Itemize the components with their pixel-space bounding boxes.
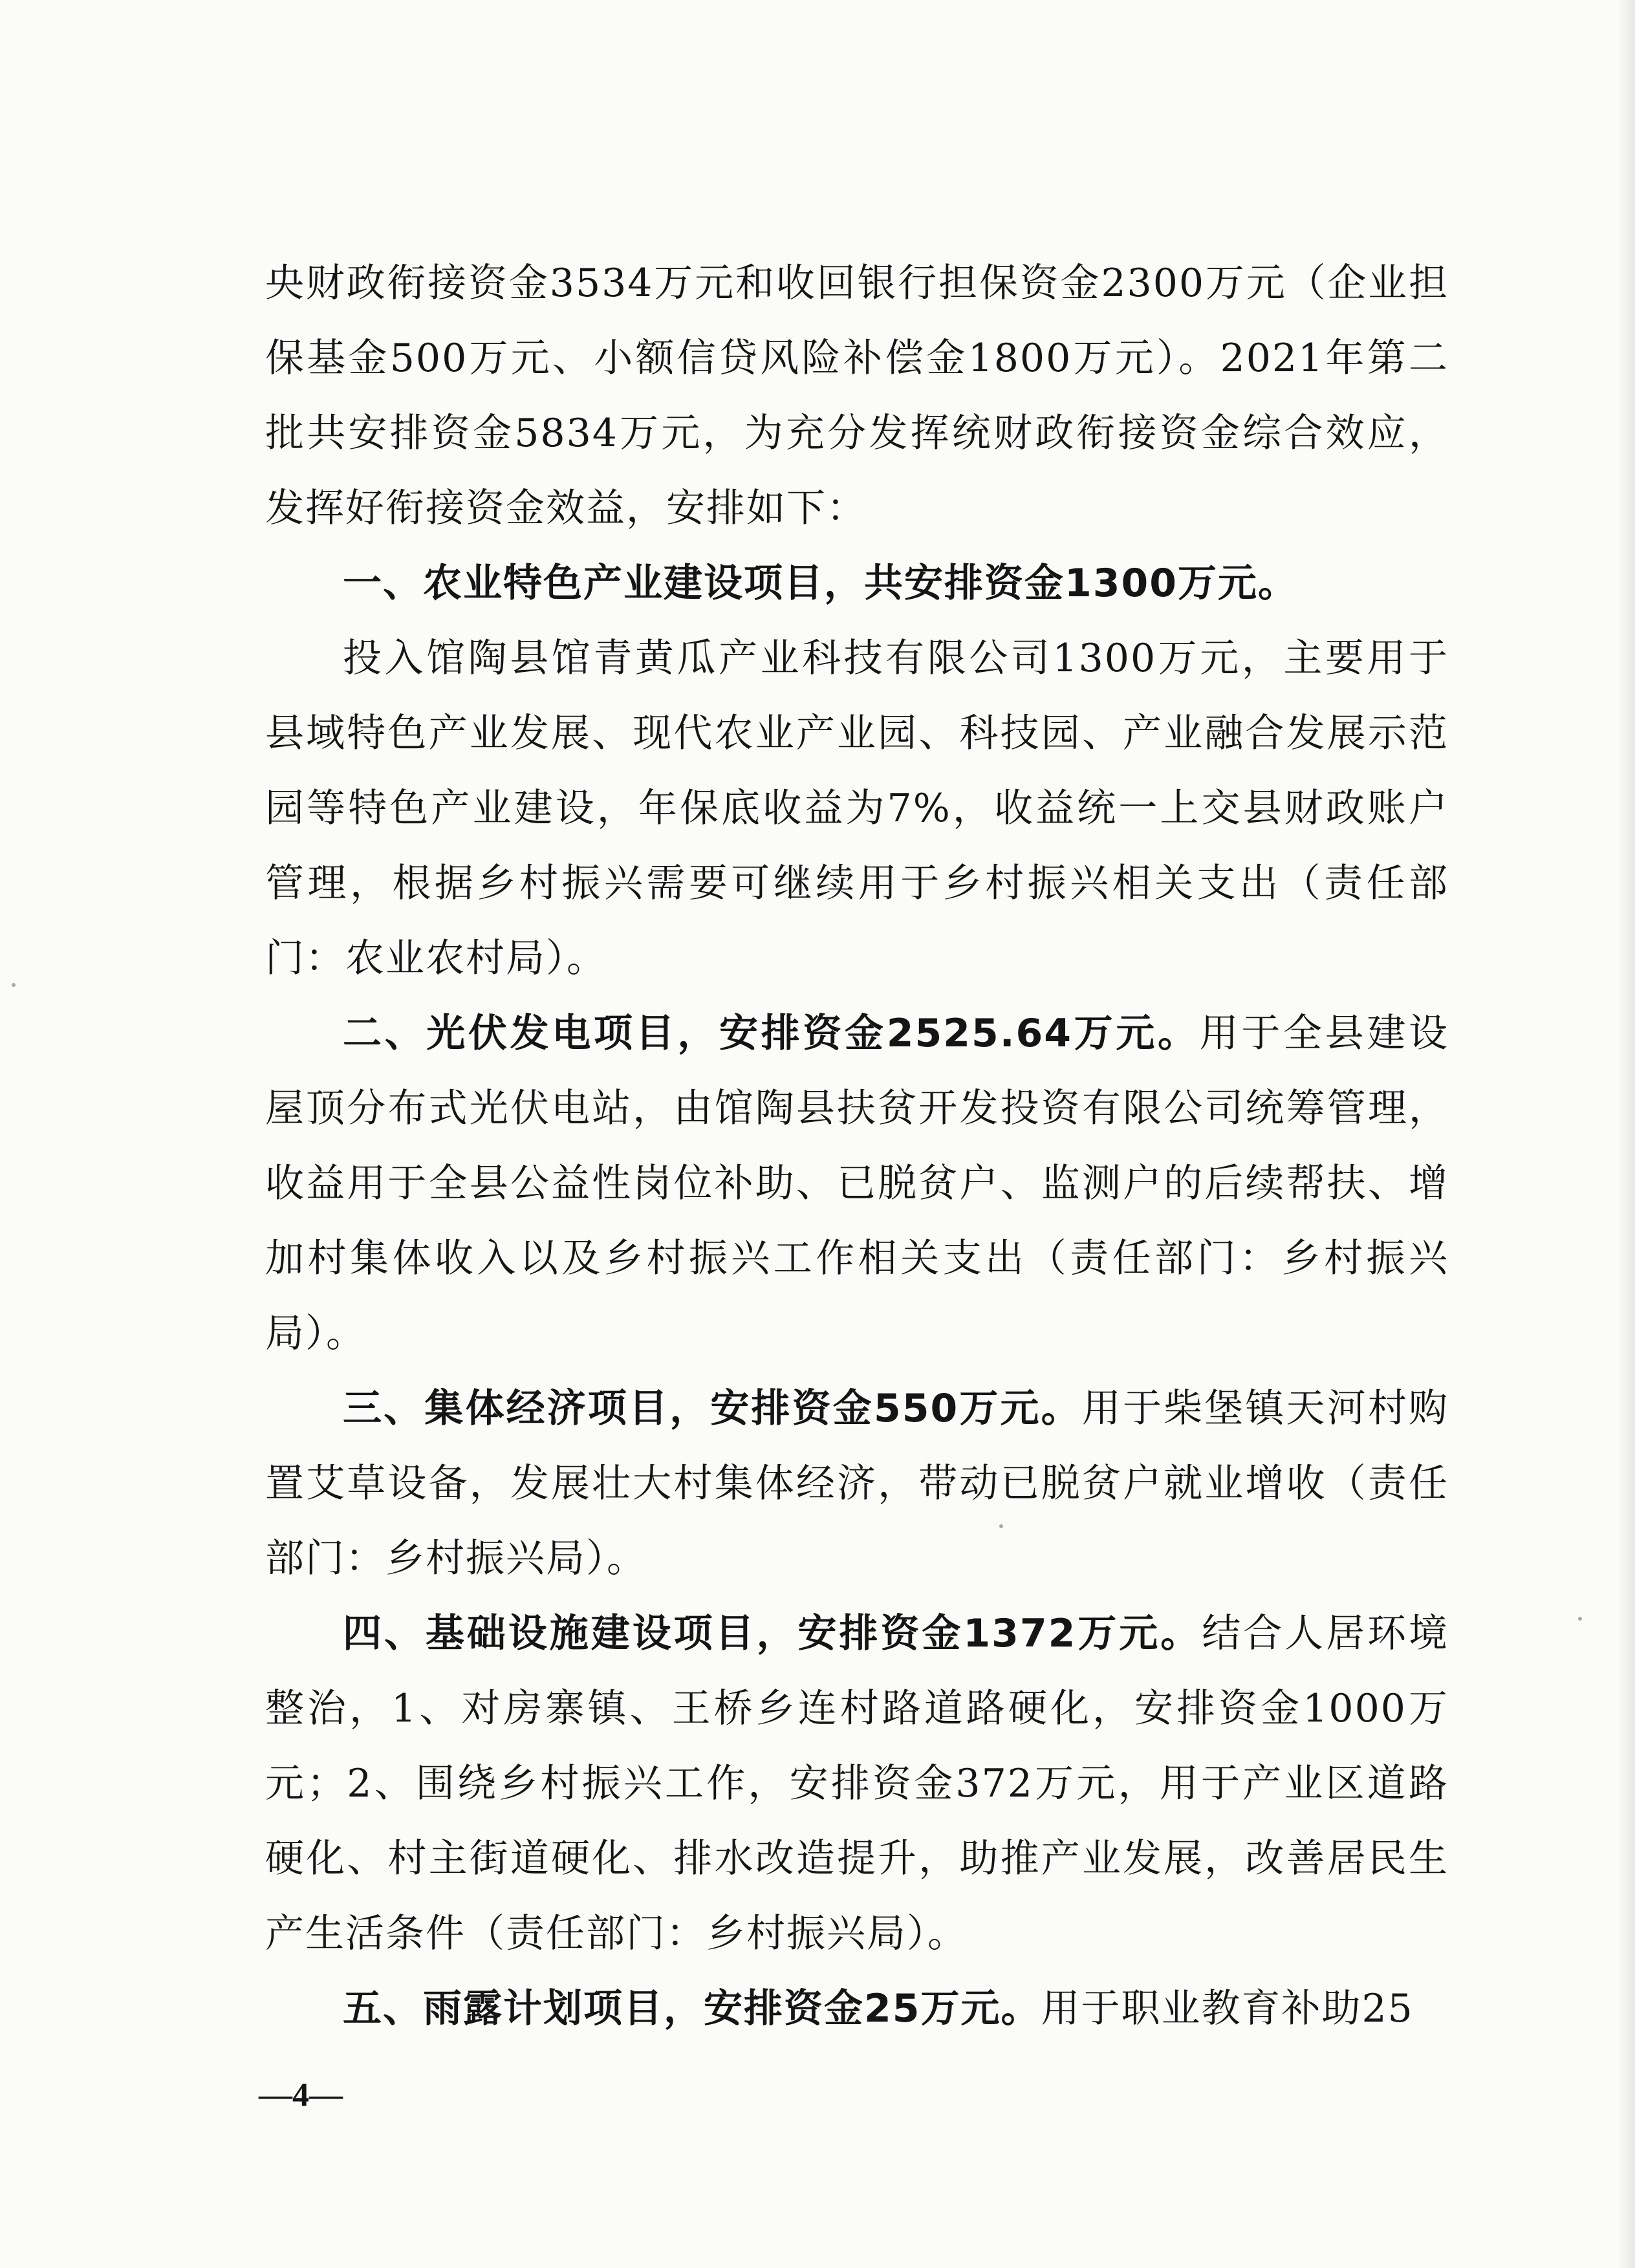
body-text xyxy=(265,246,1449,2046)
scan-speck xyxy=(999,1524,1003,1528)
scan-speck xyxy=(1578,1617,1582,1621)
paragraph-section-2 xyxy=(265,996,1449,1371)
page-number: —4— xyxy=(259,2077,343,2113)
section-5-title: 五、雨露计划项目，安排资金25万元。 xyxy=(343,1986,1041,2031)
scan-edge-shadow xyxy=(1617,0,1635,2268)
section-3-title: 三、集体经济项目，安排资金550万元。 xyxy=(343,1386,1082,1431)
section-4-body: 结合人居环境整治，1、对房寨镇、王桥乡连村路道路硬化，安排资金1000万元；2、围绕乡村振兴工作，安排资金372万元，用于产业区道路硬化、村主街道硬化、排水改造提升，助推产业发展，改善居民生产生活条件（责任部门：乡村振兴局）。 xyxy=(265,1611,1449,1956)
section-2-title: 二、光伏发电项目，安排资金2525.64万元。 xyxy=(343,1011,1200,1056)
section-5-body: 用于职业教育补助25 xyxy=(1041,1986,1414,2031)
paragraph-section-4 xyxy=(265,1596,1449,1971)
section-2-body: 用于全县建设屋顶分布式光伏电站，由馆陶县扶贫开发投资有限公司统筹管理，收益用于全县公益性岗位补助、已脱贫户、监测户的后续帮扶、增加村集体收入以及乡村振兴工作相关支出（责任部门：乡村振兴局）。 xyxy=(265,1011,1449,1356)
paragraph-section-1-detail: 投入馆陶县馆青黄瓜产业科技有限公司1300万元，主要用于县域特色产业发展、现代农业产业园、科技园、产业融合发展示范园等特色产业建设，年保底收益为7%，收益统一上交县财政账户管理，根据乡村振兴需要可继续用于乡村振兴相关支出（责任部门：农业农村局）。 xyxy=(265,636,1449,981)
scan-speck xyxy=(12,983,16,987)
paragraph-section-3 xyxy=(265,1371,1449,1596)
section-3-body: 用于柴堡镇天河村购置艾草设备，发展壮大村集体经济，带动已脱贫户就业增收（责任部门：乡村振兴局）。 xyxy=(265,1386,1449,1581)
section-4-title: 四、基础设施建设项目，安排资金1372万元。 xyxy=(343,1611,1202,1656)
paragraph-section-5 xyxy=(265,1971,1449,2046)
paragraph-section-1-heading xyxy=(265,546,1449,621)
section-1-title: 一、农业特色产业建设项目，共安排资金1300万元。 xyxy=(343,561,1298,606)
paragraph-intro: 央财政衔接资金3534万元和收回银行担保资金2300万元（企业担保基金500万元、小额信贷风险补偿金1800万元）。2021年第二批共安排资金5834万元，为充分发挥统财政衔接资金综合效应，发挥好衔接资金效益，安排如下： xyxy=(265,261,1449,531)
